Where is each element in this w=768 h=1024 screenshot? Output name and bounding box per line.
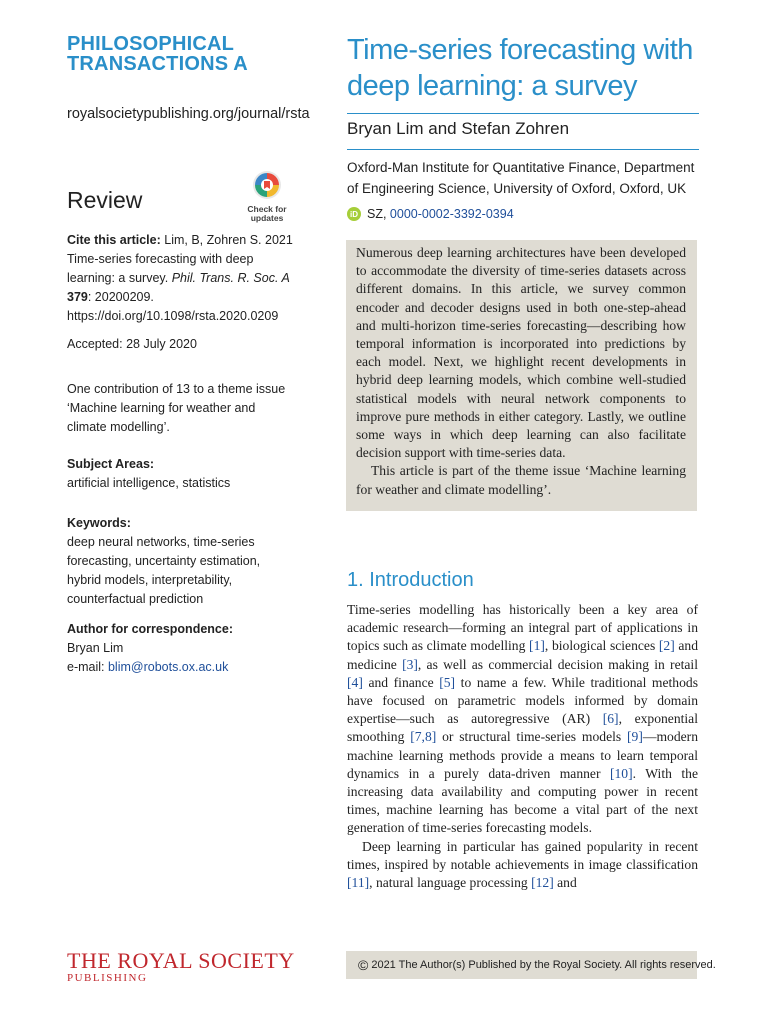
citation-link[interactable]: [7,8]: [410, 729, 437, 745]
subject-areas: [67, 455, 297, 493]
subject-areas-label: Subject Areas:: [67, 457, 155, 471]
copyright-bar: [346, 951, 716, 979]
keywords: [67, 514, 297, 609]
check-for-updates-badge[interactable]: [244, 170, 290, 223]
check-updates-label-1: Check for: [247, 204, 287, 214]
citation-link[interactable]: [10]: [609, 765, 633, 781]
citation-block: [67, 231, 297, 326]
orcid-icon[interactable]: iD: [347, 207, 361, 221]
subject-areas-value: artificial intelligence, statistics: [67, 476, 231, 490]
keywords-value: deep neural networks, time-series forecasting, uncertainty estimation, hybrid models, interpretability, counterfactual prediction: [67, 535, 261, 606]
check-updates-icon: [252, 170, 282, 200]
cite-text: Lim, B, Zohren S. 2021 Time-series forecasting with deep learning: a survey.: [67, 233, 293, 285]
citation-link[interactable]: [6]: [602, 711, 619, 727]
citation-link[interactable]: [5]: [439, 674, 456, 690]
affiliation: Oxford-Man Institute for Quantitative Finance, Department of Engineering Science, University of Oxford, Oxford, UK: [347, 160, 695, 196]
intro-paragraph-1: Time-series modelling has historically been a key area of academic research—forming an integral part of applications in topics such as climate modelling [1], biological sciences [2] and medicine [3], as well as commercial decision making in retail [4] and finance [5] to name a few. While traditional methods have focused on parametric models informed by domain expertise—such as autoregressive (AR) [6], exponential smoothing [7,8] or structural time-series models [9]—modern machine learning methods provide a means to learn temporal dynamics in a purely data-driven manner [10]. With the increasing data availability and computing power in recent times, machine learning has become a vital part of the next generation of time-series forecasting models.: [347, 602, 698, 836]
authors-divider: [347, 149, 699, 150]
copyright-symbol: ©: [358, 957, 369, 973]
citation-link[interactable]: [3]: [402, 656, 418, 672]
abstract-theme-note: This article is part of the theme issue ‘Machine learning for weather and climate modelling’.: [356, 463, 686, 497]
cite-label: Cite this article:: [67, 233, 161, 247]
accepted-date: Accepted: 28 July 2020: [67, 337, 197, 351]
copyright-text: 2021 The Author(s) Published by the Royal Society. All rights reserved.: [371, 959, 716, 971]
article-type: Review: [67, 187, 143, 213]
citation-link[interactable]: [4]: [347, 674, 363, 690]
article-authors: Bryan Lim and Stefan Zohren: [347, 119, 570, 138]
abstract-paragraph: Numerous deep learning architectures have been developed to accommodate the diversity of time-series datasets across different domains. In this article, we survey common encoder and decoder designs used in both one-step-ahead and multi-horizon time-series forecasting—describing how temporal information is incorporated into predictions by each model. Next, we highlight recent developments in hybrid deep learning models, which combine well-studied statistical models with neural network components to improve pure methods in either category. Lastly, we outline some ways in which deep learning can also facilitate decision support with time-series data.: [356, 245, 686, 461]
section-heading: 1. Introduction: [347, 569, 474, 591]
intro-body: [347, 601, 698, 892]
title-divider: [347, 113, 699, 114]
abstract-box: [346, 240, 697, 511]
orcid-initials: SZ,: [367, 207, 390, 221]
theme-issue-note: One contribution of 13 to a theme issue ‘Machine learning for weather and climate modelling’.: [67, 382, 286, 434]
publisher-name: THE ROYAL SOCIETY: [67, 948, 295, 973]
publisher-subtitle: PUBLISHING: [67, 972, 148, 984]
intro-paragraph-2: Deep learning in particular has gained popularity in recent times, inspired by notable achievements in image classification [11], natural language processing [12] and: [347, 838, 698, 891]
cite-journal: Phil. Trans. R. Soc. A: [171, 271, 290, 285]
article-title: Time-series forecasting with deep learning: a survey: [347, 34, 693, 102]
journal-name-line1: PHILOSOPHICAL: [67, 33, 235, 55]
journal-logo: [67, 34, 248, 74]
keywords-label: Keywords:: [67, 516, 131, 530]
cite-volume: 379: [67, 290, 88, 304]
email-label: e-mail:: [67, 660, 108, 674]
cite-doi[interactable]: https://doi.org/10.1098/rsta.2020.0209: [67, 309, 279, 323]
cite-pages: : 20200209.: [87, 290, 154, 304]
check-updates-label-2: updates: [250, 213, 284, 223]
citation-link[interactable]: [1]: [529, 638, 545, 654]
citation-link[interactable]: [9]: [627, 729, 643, 745]
publisher-logo: [67, 950, 295, 984]
citation-link[interactable]: [11]: [347, 875, 370, 891]
email-link[interactable]: blim@robots.ox.ac.uk: [107, 660, 229, 674]
journal-url[interactable]: royalsocietypublishing.org/journal/rsta: [67, 106, 310, 122]
correspondence-label: Author for correspondence:: [67, 622, 233, 636]
citation-link[interactable]: [12]: [531, 875, 554, 891]
orcid-line: [347, 207, 514, 221]
orcid-link[interactable]: 0000-0002-3392-0394: [389, 207, 514, 221]
correspondence: [67, 620, 297, 677]
journal-name-line2: TRANSACTIONS A: [67, 53, 248, 75]
citation-link[interactable]: [2]: [658, 638, 675, 654]
correspondence-name: Bryan Lim: [67, 641, 124, 655]
